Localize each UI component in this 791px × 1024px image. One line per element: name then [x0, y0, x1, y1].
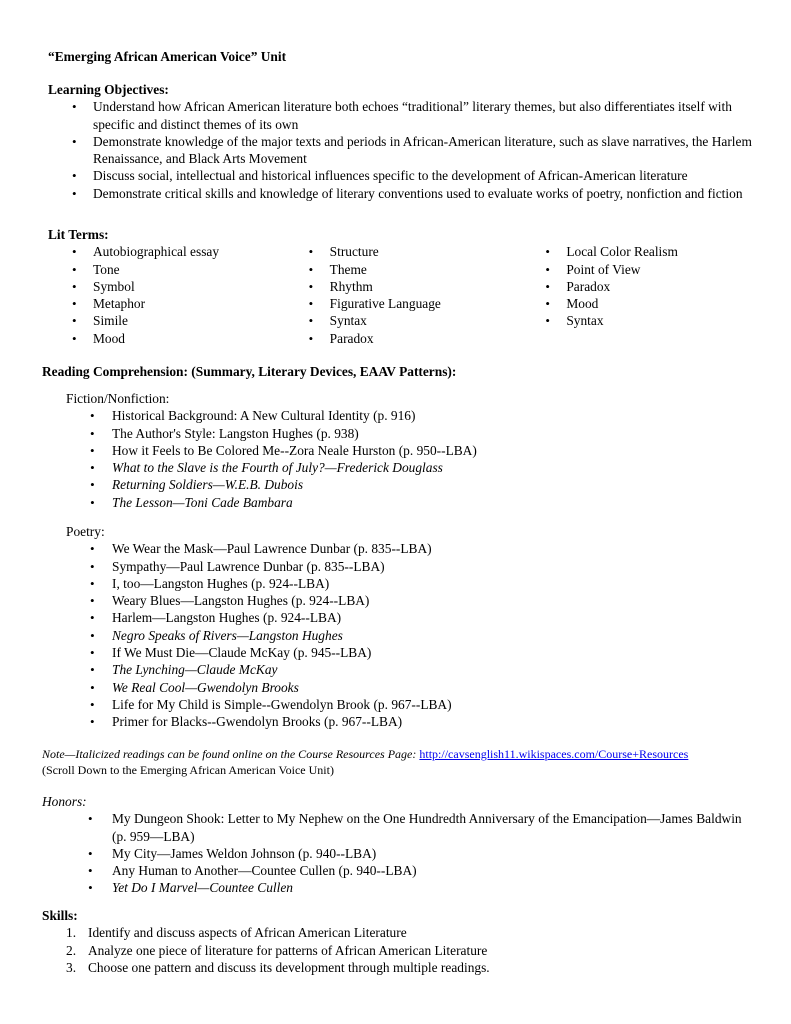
skill-text: Analyze one piece of literature for patterns of African American Literature [88, 942, 488, 958]
honors-list [88, 810, 752, 896]
lit-term-item: • Tone [48, 261, 285, 278]
learning-objectives-heading: Learning Objectives: [48, 82, 169, 97]
fiction-nonfiction-label: Fiction/Nonfiction: [66, 391, 170, 406]
lit-term-item: • Point of View [521, 261, 758, 278]
honors-item: • My City—James Weldon Johnson (p. 940--LBA) [88, 845, 752, 862]
lit-term-item: • Syntax [285, 312, 522, 329]
honors-item: • Any Human to Another—Countee Cullen (p. 940--LBA) [88, 862, 752, 879]
honors-item: • Yet Do I Marvel—Countee Cullen [88, 879, 752, 896]
skill-number: 1. [66, 925, 77, 941]
poem-item: • Primer for Blacks--Gwendolyn Brooks (p. 967--LBA) [66, 713, 746, 730]
page-title: “Emerging African American Voice” Unit [48, 49, 287, 64]
honors-section [42, 793, 752, 897]
lit-term-item: • Local Color Realism [521, 243, 758, 260]
skills-section [42, 907, 742, 976]
lit-term-item: • Autobiographical essay [48, 243, 285, 260]
poem-item: • We Wear the Mask—Paul Lawrence Dunbar (p. 835--LBA) [66, 540, 746, 557]
lit-term-item: • Syntax [521, 312, 758, 329]
note-section [42, 746, 762, 778]
reading-item: • The Lesson—Toni Cade Bambara [66, 494, 746, 511]
poem-item: • Harlem—Langston Hughes (p. 924--LBA) [66, 609, 746, 626]
reading-item: • What to the Slave is the Fourth of July?—Frederick Douglass [66, 459, 746, 476]
objective-item: • Discuss social, intellectual and historical influences specific to the development of African-American literature [48, 167, 758, 184]
poetry-label: Poetry: [66, 524, 105, 539]
honors-heading: Honors: [42, 794, 87, 809]
skill-item [42, 924, 742, 941]
lit-term-item: • Simile [48, 312, 285, 329]
poem-item: • The Lynching—Claude McKay [66, 661, 746, 678]
skills-list [42, 924, 742, 976]
lit-term-item: • Paradox [285, 330, 522, 347]
lit-terms-column-2 [285, 243, 522, 347]
lit-terms-section [48, 226, 758, 347]
objective-item: • Demonstrate critical skills and knowledge of literary conventions used to evaluate works of poetry, nonfiction and fiction [48, 185, 758, 202]
skills-heading: Skills: [42, 908, 78, 923]
poem-item: • Sympathy—Paul Lawrence Dunbar (p. 835--LBA) [66, 558, 746, 575]
reading-item: • Historical Background: A New Cultural Identity (p. 916) [66, 407, 746, 424]
reading-item: • How it Feels to Be Colored Me--Zora Neale Hurston (p. 950--LBA) [66, 442, 746, 459]
skill-number: 3. [66, 959, 77, 975]
poem-item: • If We Must Die—Claude McKay (p. 945--LBA) [66, 644, 746, 661]
learning-objectives-list [48, 98, 758, 202]
skill-item [42, 942, 742, 959]
reading-item: • The Author's Style: Langston Hughes (p. 938) [66, 425, 746, 442]
lit-terms-column-1 [48, 243, 285, 347]
poetry-list [66, 540, 746, 730]
lit-term-item: • Mood [521, 295, 758, 312]
lit-term-item: • Symbol [48, 278, 285, 295]
fiction-list [66, 407, 746, 511]
learning-objectives-section [48, 81, 758, 202]
fiction-nonfiction-section [66, 390, 746, 511]
lit-term-item: • Rhythm [285, 278, 522, 295]
note-subtext: (Scroll Down to the Emerging African American Voice Unit) [42, 763, 334, 777]
poem-item: • Weary Blues—Langston Hughes (p. 924--LBA) [66, 592, 746, 609]
poem-item: • I, too—Langston Hughes (p. 924--LBA) [66, 575, 746, 592]
objective-item: • Understand how African American literature both echoes “traditional” literary themes, but also differentiates itself with specific and distinct themes of its own [48, 98, 758, 133]
lit-term-item: • Mood [48, 330, 285, 347]
skill-text: Identify and discuss aspects of African American Literature [88, 925, 407, 941]
skill-text: Choose one pattern and discuss its development through multiple readings. [88, 959, 490, 975]
skill-number: 2. [66, 942, 77, 958]
honors-item: • My Dungeon Shook: Letter to My Nephew on the One Hundredth Anniversary of the Emancipation—James Baldwin (p. 959—LBA) [88, 810, 752, 845]
lit-terms-columns [48, 243, 758, 347]
poem-item: • We Real Cool—Gwendolyn Brooks [66, 679, 746, 696]
poetry-section [66, 523, 746, 731]
reading-comprehension-heading: Reading Comprehension: (Summary, Literary Devices, EAAV Patterns): [42, 364, 457, 379]
lit-term-item: • Structure [285, 243, 522, 260]
skill-item [42, 959, 742, 976]
course-resources-link[interactable]: http://cavsenglish11.wikispaces.com/Course+Resources [419, 747, 689, 761]
lit-terms-column-3 [521, 243, 758, 347]
poem-item: • Negro Speaks of Rivers—Langston Hughes [66, 627, 746, 644]
lit-terms-heading: Lit Terms: [48, 227, 109, 242]
lit-term-item: • Figurative Language [285, 295, 522, 312]
lit-term-item: • Metaphor [48, 295, 285, 312]
lit-term-item: • Theme [285, 261, 522, 278]
objective-item: • Demonstrate knowledge of the major texts and periods in African-American literature, such as slave narratives, the Harlem Renaissance, and Black Arts Movement [48, 133, 758, 168]
lit-term-item: • Paradox [521, 278, 758, 295]
reading-item: • Returning Soldiers—W.E.B. Dubois [66, 476, 746, 493]
poem-item: • Life for My Child is Simple--Gwendolyn Brook (p. 967--LBA) [66, 696, 746, 713]
note-text: Note—Italicized readings can be found online on the Course Resources Page: [42, 747, 420, 761]
